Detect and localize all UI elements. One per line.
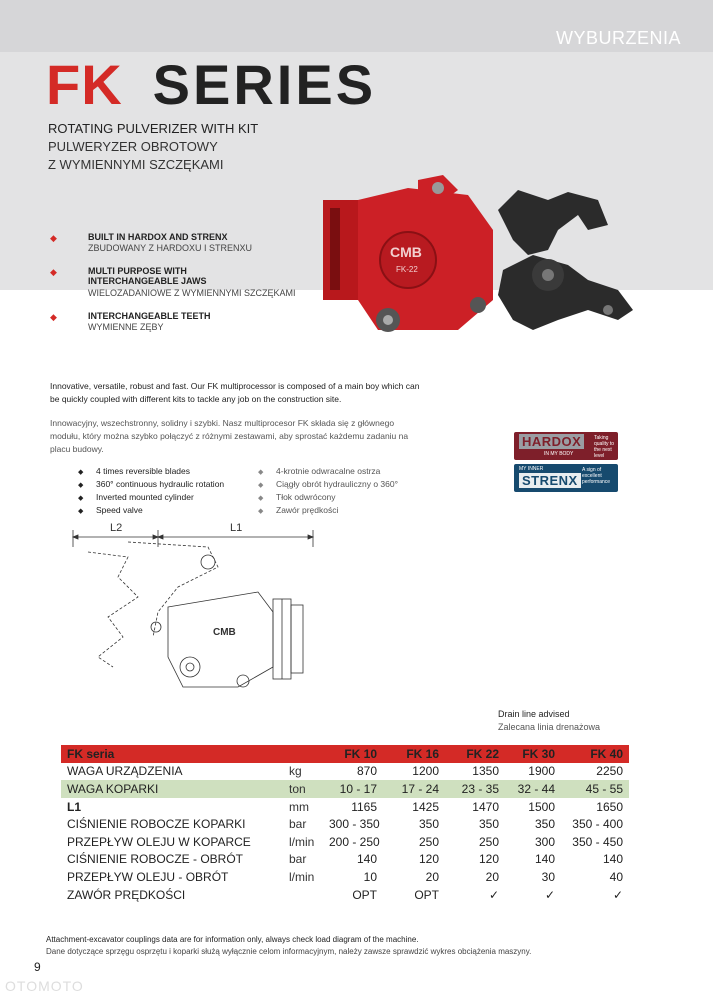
header-cell: FK 40 <box>561 745 629 763</box>
row-unit: l/min <box>283 868 323 886</box>
dimension-l1: L1 <box>230 522 243 534</box>
strenx-tagline: A sign of excellent performance <box>582 467 611 485</box>
row-value: 1650 <box>561 798 629 816</box>
table-header-row <box>61 745 629 763</box>
row-value: 350 <box>383 815 445 833</box>
table-row <box>61 815 629 833</box>
strenx-badge <box>514 464 618 492</box>
row-unit: mm <box>283 798 323 816</box>
feature-pl: WYMIENNE ZĘBY <box>88 322 164 332</box>
row-value: 350 <box>445 815 505 833</box>
diamond-bullet-icon: ◆ <box>78 495 84 502</box>
row-value: 30 <box>505 868 561 886</box>
disclaimer-pl: Dane dotyczące sprzęgu osprzętu i koparki służą wyłącznie celom informacyjnym, należy zawsze sprawdzić wykres obciążenia maszyny. <box>46 947 532 956</box>
technical-drawing <box>68 517 318 707</box>
hardox-sub: IN MY BODY <box>544 451 574 457</box>
row-label: L1 <box>61 798 283 816</box>
row-value: 140 <box>505 851 561 869</box>
row-value: 1165 <box>323 798 383 816</box>
row-label: WAGA KOPARKI <box>61 780 283 798</box>
row-label: ZAWÓR PRĘDKOŚCI <box>61 886 283 904</box>
row-value: 350 - 450 <box>561 833 629 851</box>
header-cell: FK 10 <box>323 745 383 763</box>
row-unit: bar <box>283 815 323 833</box>
bullet-en: ◆ Inverted mounted cylinder <box>78 492 194 502</box>
category-label: WYBURZENIA <box>555 28 681 48</box>
row-value: 120 <box>445 851 505 869</box>
machine-model: FK-22 <box>396 265 418 274</box>
row-value: 40 <box>561 868 629 886</box>
header-cell: FK 30 <box>505 745 561 763</box>
header-cell: FK 22 <box>445 745 505 763</box>
header-cell: FK seria <box>61 745 283 763</box>
row-value: 140 <box>323 851 383 869</box>
row-unit: l/min <box>283 833 323 851</box>
brand-fk: FK <box>46 53 123 116</box>
hardox-logo: HARDOX <box>519 434 584 449</box>
row-label: PRZEPŁYW OLEJU - OBRÓT <box>61 868 283 886</box>
row-value: 300 - 350 <box>323 815 383 833</box>
diamond-bullet-icon: ◆ <box>78 482 84 489</box>
row-value: 140 <box>561 851 629 869</box>
bullet-en: ◆ 4 times reversible blades <box>78 466 191 476</box>
watermark: OTOMOTO <box>5 978 84 994</box>
row-value: 10 - 17 <box>323 780 383 798</box>
strenx-sub: MY INNER <box>519 466 544 472</box>
row-value: 1470 <box>445 798 505 816</box>
hardox-tagline: Taking quality to the next level <box>594 435 615 459</box>
row-label: PRZEPŁYW OLEJU W KOPARCE <box>61 833 283 851</box>
row-value: 350 <box>505 815 561 833</box>
table-row <box>61 851 629 869</box>
dimension-l2: L2 <box>110 522 123 534</box>
row-label: CIŚNIENIE ROBOCZE KOPARKI <box>61 815 283 833</box>
diamond-bullet-icon: ◆ <box>50 312 57 322</box>
row-value: 1500 <box>505 798 561 816</box>
feature-en: MULTI PURPOSE WITH INTERCHANGEABLE JAWS <box>88 266 207 286</box>
table-row <box>61 798 629 816</box>
feature-pl: WIELOZADANIOWE Z WYMIENNYMI SZCZĘKAMI <box>88 288 296 298</box>
row-value: 20 <box>383 868 445 886</box>
diamond-bullet-icon: ◆ <box>78 508 84 515</box>
machine-logo: CMB <box>390 244 422 260</box>
row-unit: kg <box>283 763 323 781</box>
row-value: 17 - 24 <box>383 780 445 798</box>
diamond-bullet-icon: ◆ <box>258 508 264 515</box>
drain-note-en: Drain line advised <box>498 709 570 719</box>
diamond-bullet-icon: ◆ <box>258 482 264 489</box>
row-value: 1200 <box>383 763 445 781</box>
strenx-logo: STRENX <box>519 473 581 488</box>
check-icon: ✓ <box>561 886 629 904</box>
hardox-badge <box>514 432 618 460</box>
disclaimer-en: Attachment-excavator couplings data are for information only, always check load diagram of the machine. <box>46 935 419 944</box>
spec-table <box>61 745 629 903</box>
table-row <box>61 780 629 798</box>
table-row <box>61 886 629 904</box>
row-value: 20 <box>445 868 505 886</box>
description-en: Innovative, versatile, robust and fast. Our FK multiprocessor is composed of a main boy which can be quickly coupled with different kits to tackle any job on the construction site. <box>50 381 420 404</box>
row-value: 10 <box>323 868 383 886</box>
row-value: 32 - 44 <box>505 780 561 798</box>
bullet-pl: ◆ Tłok odwrócony <box>258 492 336 502</box>
row-unit: bar <box>283 851 323 869</box>
subtitle-en: ROTATING PULVERIZER WITH KIT <box>48 121 259 136</box>
row-value: 1900 <box>505 763 561 781</box>
row-value: 250 <box>383 833 445 851</box>
feature-pl: ZBUDOWANY Z HARDOXU I STRENXU <box>88 243 253 253</box>
row-label: WAGA URZĄDZENIA <box>61 763 283 781</box>
row-unit: ton <box>283 780 323 798</box>
row-value: OPT <box>323 886 383 904</box>
row-value: 300 <box>505 833 561 851</box>
bullet-pl: ◆ Ciągły obrót hydrauliczny o 360° <box>258 479 398 489</box>
header-cell: FK 16 <box>383 745 445 763</box>
row-value: 23 - 35 <box>445 780 505 798</box>
drain-note-pl: Zalecana linia drenażowa <box>498 722 601 732</box>
bullet-pl: ◆ 4-krotnie odwracalne ostrza <box>258 466 381 476</box>
table-row <box>61 763 629 781</box>
bullet-en: ◆ 360° continuous hydraulic rotation <box>78 479 225 489</box>
description-pl: Innowacyjny, wszechstronny, solidny i szybki. Nasz multiprocesor FK składa się z głównego modułu, który można szybko połączyć z różnymi zestawami, aby sprostać każdemu zadaniu na placu budowy. <box>50 418 409 454</box>
diamond-bullet-icon: ◆ <box>50 233 57 243</box>
table-row <box>61 868 629 886</box>
feature-en: INTERCHANGEABLE TEETH <box>88 311 211 321</box>
diamond-bullet-icon: ◆ <box>78 469 84 476</box>
series-title <box>46 52 376 117</box>
diamond-bullet-icon: ◆ <box>258 495 264 502</box>
row-value: 1425 <box>383 798 445 816</box>
row-value: OPT <box>383 886 445 904</box>
row-value: 350 - 400 <box>561 815 629 833</box>
feature-en: BUILT IN HARDOX AND STRENX <box>88 232 228 242</box>
subtitle-pl-2: Z WYMIENNYMI SZCZĘKAMI <box>48 157 224 172</box>
row-value: 250 <box>445 833 505 851</box>
row-value: 45 - 55 <box>561 780 629 798</box>
diamond-bullet-icon: ◆ <box>50 267 57 277</box>
header-cell <box>283 745 323 763</box>
pulverizer-machine-image <box>318 170 648 350</box>
check-icon: ✓ <box>505 886 561 904</box>
row-label: CIŚNIENIE ROBOCZE - OBRÓT <box>61 851 283 869</box>
row-value: 120 <box>383 851 445 869</box>
page-number: 9 <box>34 960 41 974</box>
drawing-logo: CMB <box>213 627 236 638</box>
bullet-en: ◆ Speed valve <box>78 505 143 515</box>
subtitle-pl-1: PULWERYZER OBROTOWY <box>48 139 218 154</box>
check-icon: ✓ <box>445 886 505 904</box>
row-value: 2250 <box>561 763 629 781</box>
brand-series: SERIES <box>152 53 377 116</box>
table-row <box>61 833 629 851</box>
row-value: 870 <box>323 763 383 781</box>
row-value: 200 - 250 <box>323 833 383 851</box>
diamond-bullet-icon: ◆ <box>258 469 264 476</box>
bullet-pl: ◆ Zawór prędkości <box>258 505 339 515</box>
row-unit <box>283 886 323 904</box>
row-value: 1350 <box>445 763 505 781</box>
